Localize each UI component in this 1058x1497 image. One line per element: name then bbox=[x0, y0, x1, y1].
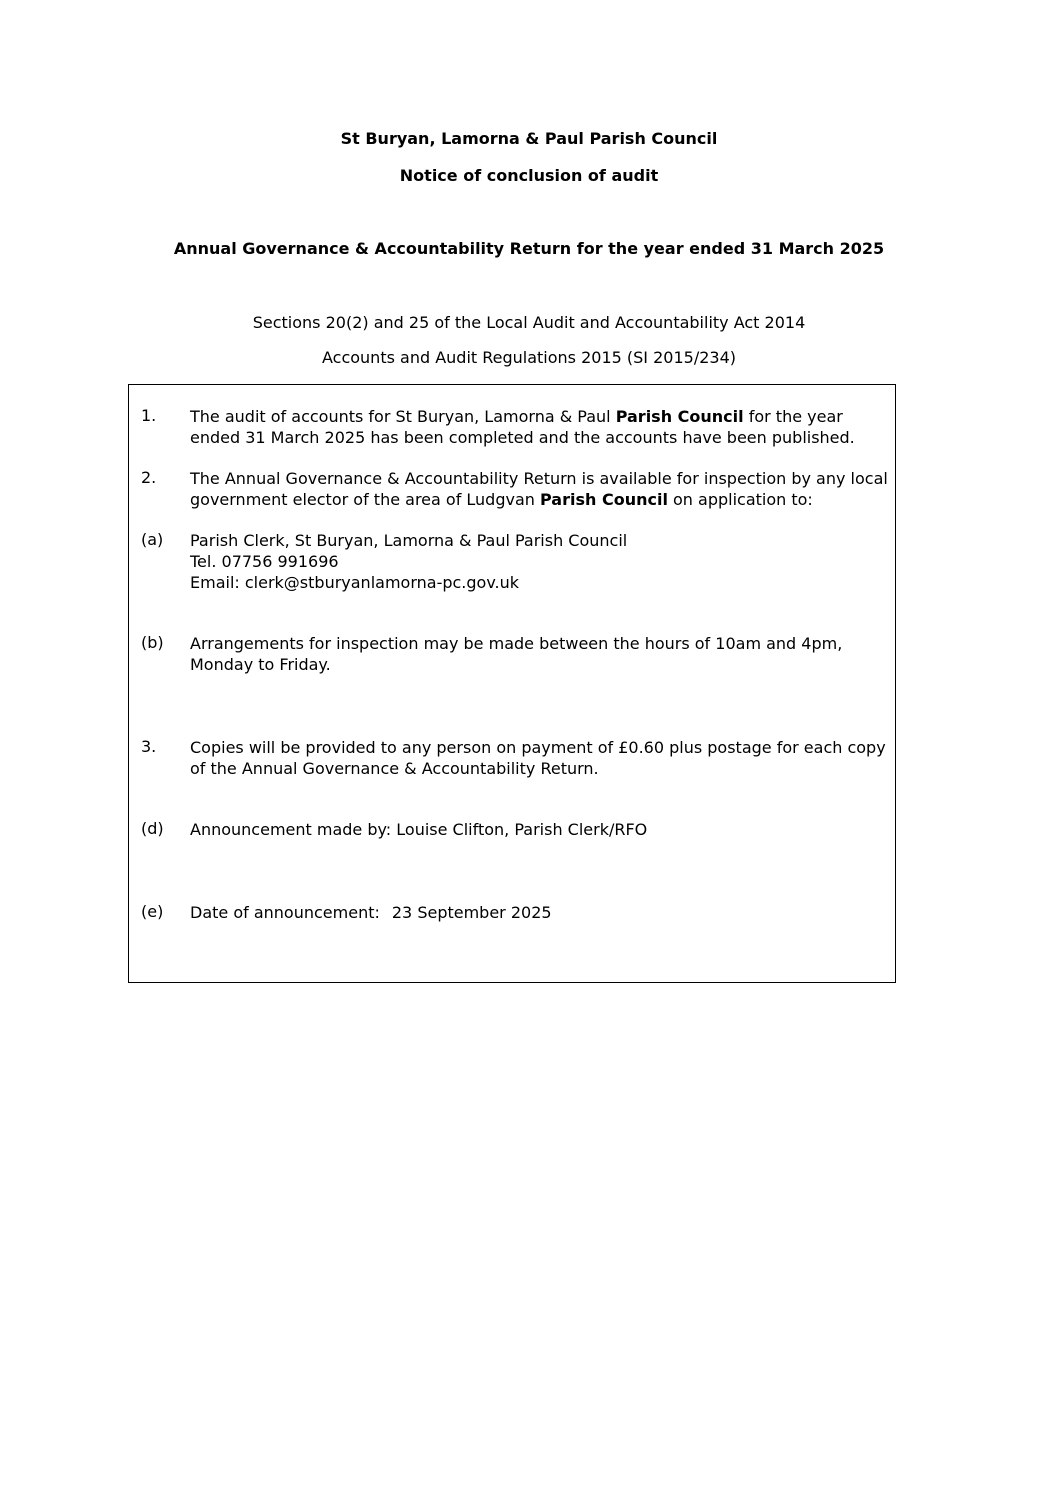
item-number: 2. bbox=[141, 468, 157, 487]
bold-text-run: Parish Council bbox=[540, 490, 668, 509]
item-text bbox=[190, 406, 894, 448]
item-text bbox=[190, 902, 894, 923]
legislation-act: Sections 20(2) and 25 of the Local Audit and Accountability Act 2014 bbox=[252, 313, 806, 332]
contact-name: Parish Clerk, St Buryan, Lamorna & Paul Parish Council bbox=[190, 531, 628, 550]
item-line: Arrangements for inspection may be made between the hours of 10am and 4pm, bbox=[190, 634, 843, 653]
item-line: The Annual Governance & Accountability Return is available for inspection by any local bbox=[190, 469, 888, 488]
item-number: (d) bbox=[141, 819, 164, 838]
council-name-heading: St Buryan, Lamorna & Paul Parish Council bbox=[340, 129, 718, 148]
text-run: The audit of accounts for St Buryan, Lamorna & Paul bbox=[190, 407, 616, 426]
item-line: ended 31 March 2025 has been completed and the accounts have been published. bbox=[190, 428, 855, 447]
item-line: Copies will be provided to any person on payment of £0.60 plus postage for each copy bbox=[190, 738, 886, 757]
item-text bbox=[190, 633, 894, 675]
item-line: of the Annual Governance & Accountability Return. bbox=[190, 759, 599, 778]
bold-text-run: Parish Council bbox=[615, 407, 744, 426]
notice-box bbox=[128, 384, 896, 983]
text-run: government elector of the area of Ludgvan bbox=[190, 490, 540, 509]
item-text bbox=[190, 819, 894, 840]
announcement-author: Announcement made by: Louise Clifton, Parish Clerk/RFO bbox=[190, 820, 648, 839]
item-number: 1. bbox=[141, 406, 157, 425]
announcement-date: 23 September 2025 bbox=[391, 903, 552, 922]
item-line bbox=[190, 406, 894, 427]
return-title: Annual Governance & Accountability Return for the year ended 31 March 2025 bbox=[173, 239, 885, 258]
item-number: (a) bbox=[141, 530, 164, 549]
item-text bbox=[190, 737, 894, 779]
contact-email: Email: clerk@stburyanlamorna-pc.gov.uk bbox=[190, 573, 520, 592]
text-run: on application to: bbox=[667, 490, 813, 509]
item-text bbox=[190, 530, 894, 593]
item-number: 3. bbox=[141, 737, 157, 756]
announcement-date-label: Date of announcement: bbox=[190, 903, 380, 922]
item-text bbox=[190, 468, 894, 510]
text-run: for the year bbox=[743, 407, 843, 426]
item-line: Monday to Friday. bbox=[190, 655, 331, 674]
legislation-regulations: Accounts and Audit Regulations 2015 (SI 2015/234) bbox=[321, 348, 736, 367]
notice-title: Notice of conclusion of audit bbox=[399, 166, 659, 185]
item-line bbox=[190, 489, 894, 510]
item-line bbox=[190, 902, 894, 923]
contact-telephone: Tel. 07756 991696 bbox=[190, 552, 339, 571]
item-number: (b) bbox=[141, 633, 164, 652]
item-number: (e) bbox=[141, 902, 164, 921]
